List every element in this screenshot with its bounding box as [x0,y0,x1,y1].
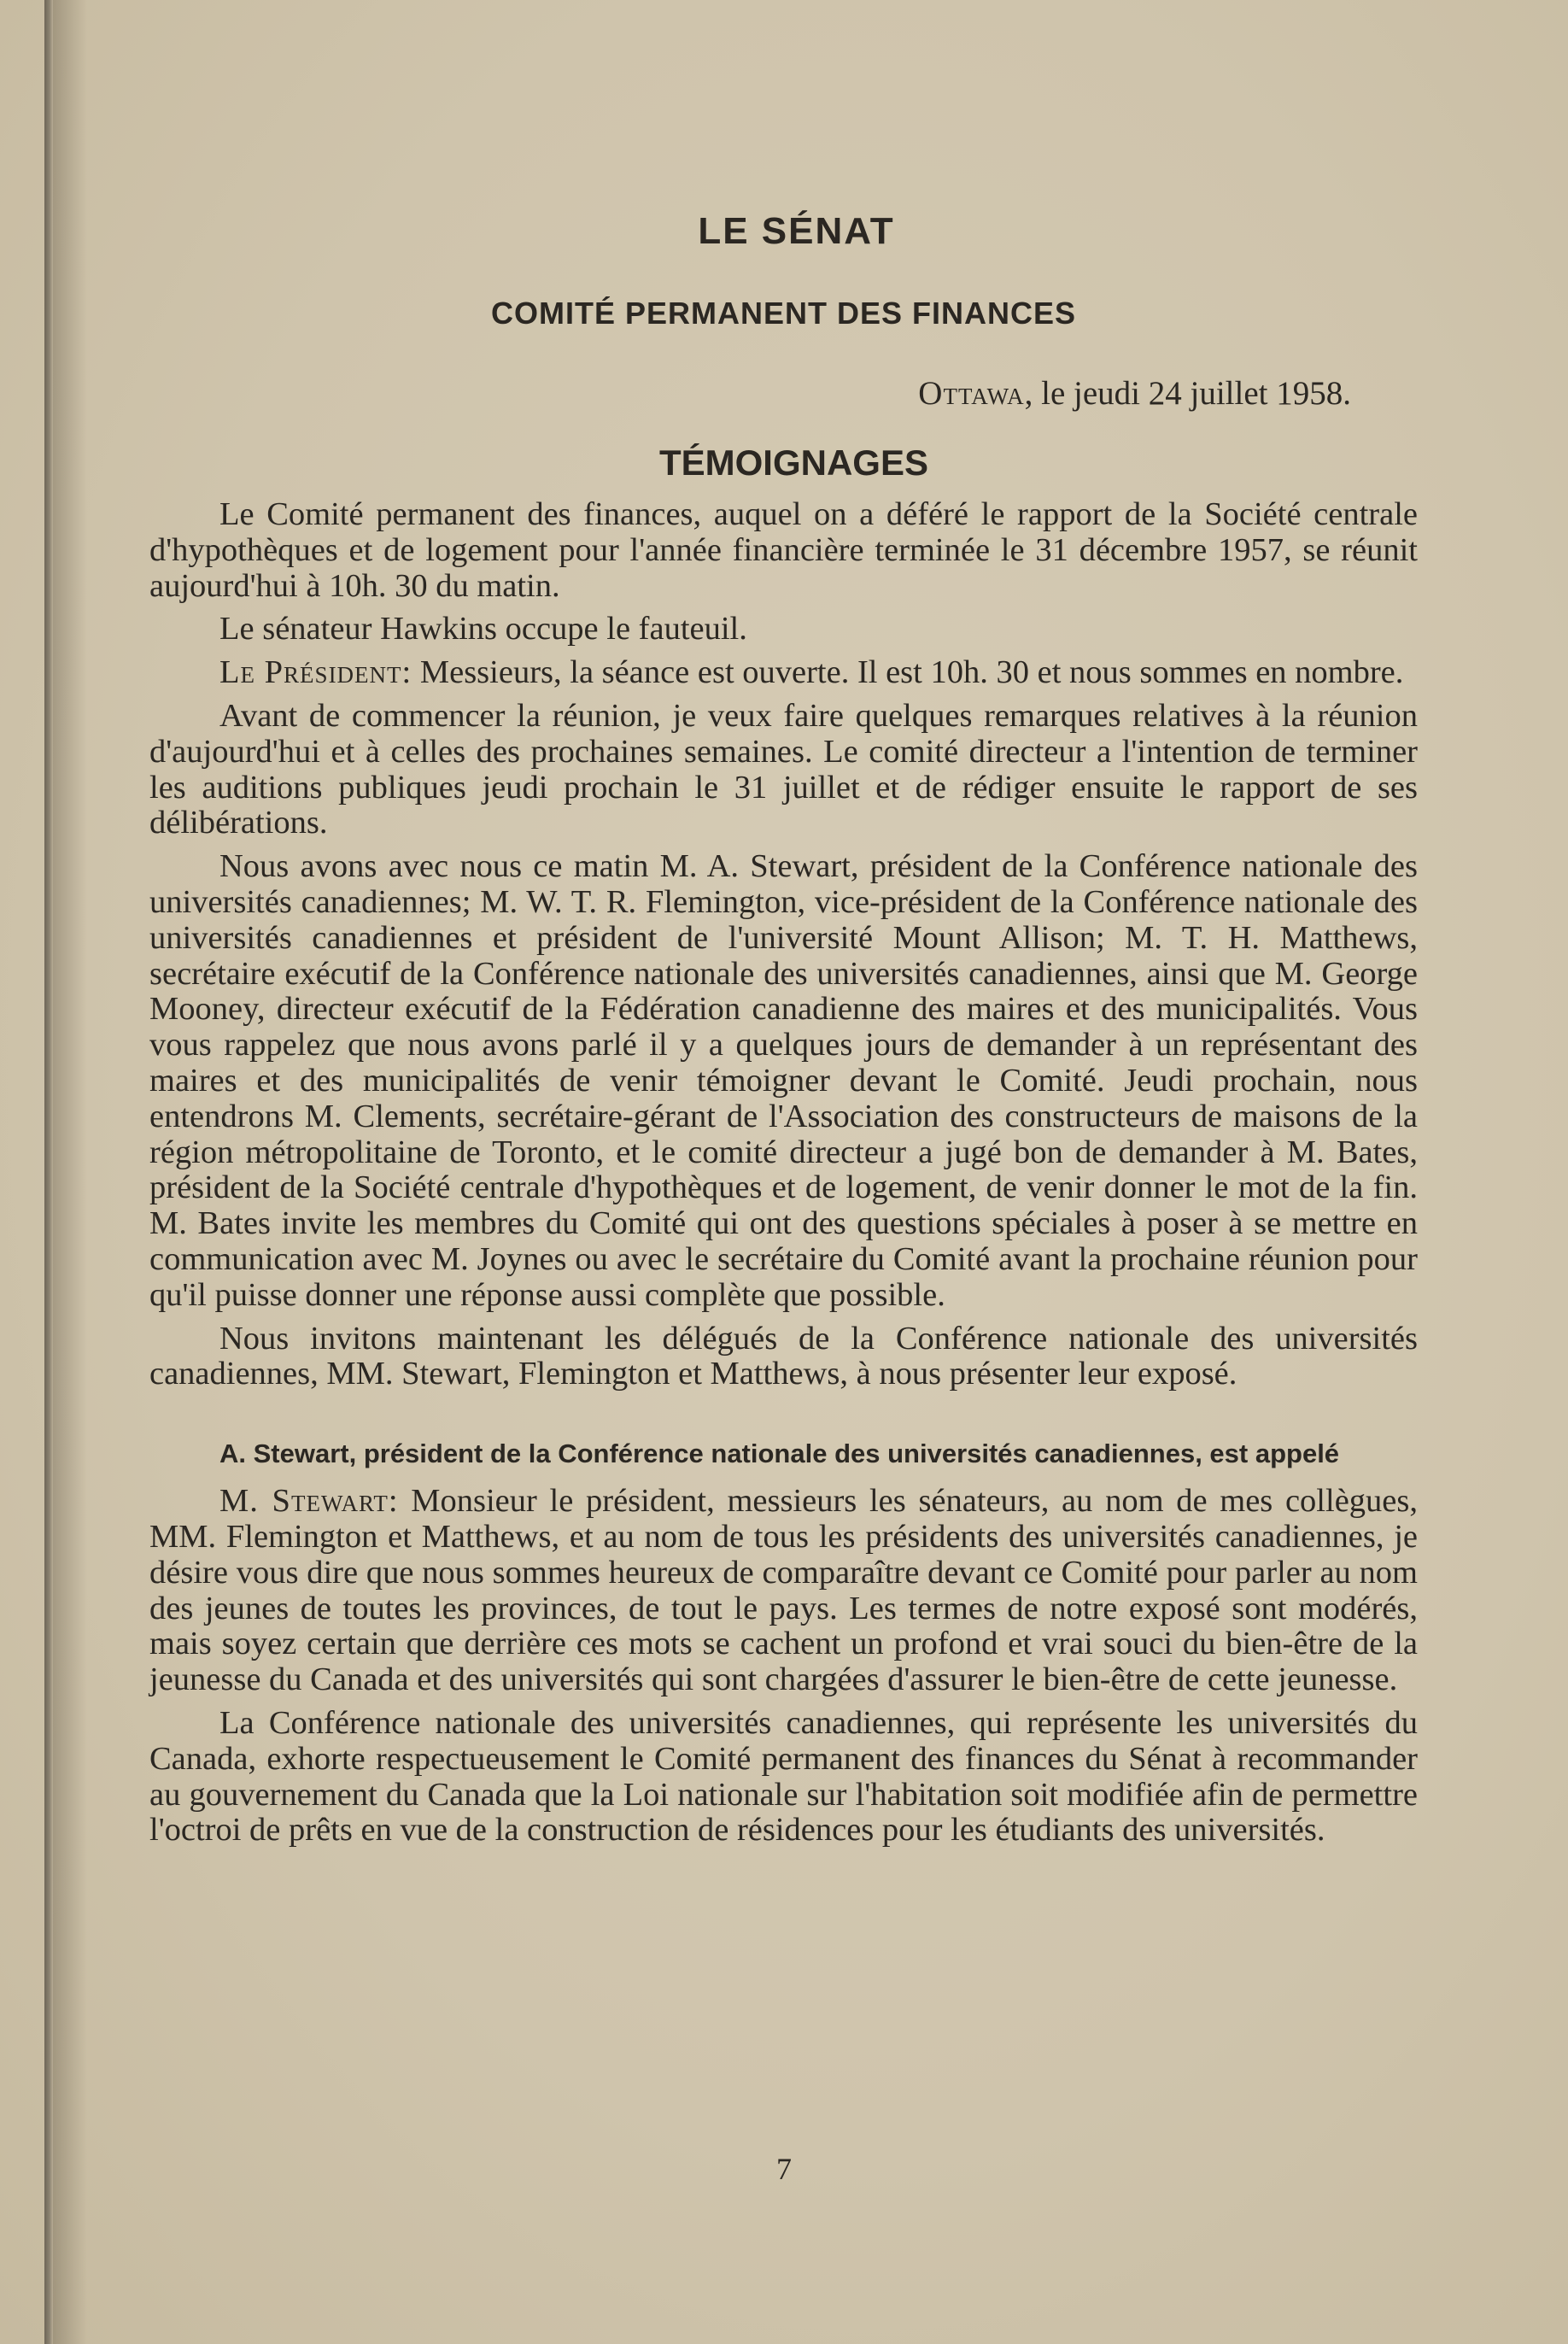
witness-heading: A. Stewart, président de la Conférence nationale des universités canadiennes, est appelé [219,1439,1340,1469]
stewart-statement-text: Monsieur le président, messieurs les sénateurs, au nom de mes collègues, MM. Flemington et Matthews, et au nom de tous les présidents des universités canadiennes, je désire vous dire que nous sommes heureux de comparaître devant ce Comité pour parler au nom des jeunes de toutes les provinces, de tout le pays. Les termes de notre exposé sont modérés, mais soyez certain que derrière ces mots se cachent un profond et vrai souci du bien-être de la jeunesse du Canada et des universités qui sont chargées d'assurer le bien-être de cette jeunesse. [149,1483,1418,1698]
page-content [149,205,1418,1856]
committee-subtitle: COMITÉ PERMANENT DES FINANCES [490,296,1077,331]
paragraph-invitation: Nous invitons maintenant les délégués de la Conférence nationale des universités canadiennes, MM. Stewart, Flemington et Matthews, à nous présenter leur exposé. [149,1320,1418,1392]
dateline-date: , le jeudi 24 juillet 1958. [1024,375,1351,412]
president-opening-text: Messieurs, la séance est ouverte. Il est 10h. 30 et nous sommes en nombre. [412,654,1404,691]
dateline [149,372,1418,415]
paragraph-chair: Le sénateur Hawkins occupe le fauteuil. [219,611,747,648]
paragraph-guests: Nous avons avec nous ce matin M. A. Stewart, président de la Conférence nationale des universités canadiennes; M. W. T. R. Flemington, vice-président de la Conférence nationale des universités canadiennes et président de l'université Mount Allison; M. T. H. Matthews, secrétaire exécutif de la Conférence nationale des universités canadiennes, ainsi que M. George Mooney, directeur exécutif de la Fédération canadienne des maires et des municipalités. Vous vous rappelez que nous avons parlé il y a quelques jours de demander à un représentant des maires et des municipalités de venir témoigner devant le Comité. Jeudi prochain, nous entendrons M. Clements, secrétaire-gérant de l'Association des constructeurs de maisons de la région métropolitaine de Toronto, et le comité directeur a jugé bon de demander à M. Bates, président de la Société centrale d'hypothèques et de logement, de venir donner le mot de la fin. M. Bates invite les membres du Comité qui ont des questions spéciales à poser à se mettre en communication avec M. Joynes ou avec le secrétaire du Comité avant la prochaine réunion pour qu'il puisse donner une réponse aussi complète que possible. [149,848,1418,1313]
dateline-place: Ottawa [918,375,1025,412]
binding-shadow [53,0,87,2344]
document-title: LE SÉNAT [698,210,895,252]
paragraph-president-opening [149,655,1418,691]
paragraph-recommendation: La Conférence nationale des universités canadiennes, qui représente les universités du Canada, exhorte respectueusement le Comité permanent des finances du Sénat à recommander au gouvernement du Canada que la Loi nationale sur l'habitation soit modifiée afin de permettre l'octroi de prêts en vue de la construction de résidences pour les étudiants des universités. [149,1704,1418,1849]
section-heading: TÉMOIGNAGES [658,442,929,483]
body-text [149,497,1418,1849]
speaker-label-president: Le Président: [219,654,412,691]
page-number: 7 [776,2152,792,2186]
paragraph-stewart-statement [149,1484,1418,1698]
paragraph-intro: Le Comité permanent des finances, auquel on a déféré le rapport de la Société centrale d'hypothèques et de logement pour l'année financière terminée le 31 décembre 1957, se réunit aujourd'hui à 10h. 30 du matin. [149,496,1418,604]
speaker-label-stewart: M. Stewart: [219,1483,399,1520]
paragraph-schedule: Avant de commencer la réunion, je veux faire quelques remarques relatives à la réunion d'aujourd'hui et à celles des prochaines semaines. Le comité directeur a l'intention de terminer les auditions publiques jeudi prochain le 31 juillet et de rédiger ensuite le rapport de ses délibérations. [149,697,1418,841]
book-binding-edge [44,0,53,2344]
